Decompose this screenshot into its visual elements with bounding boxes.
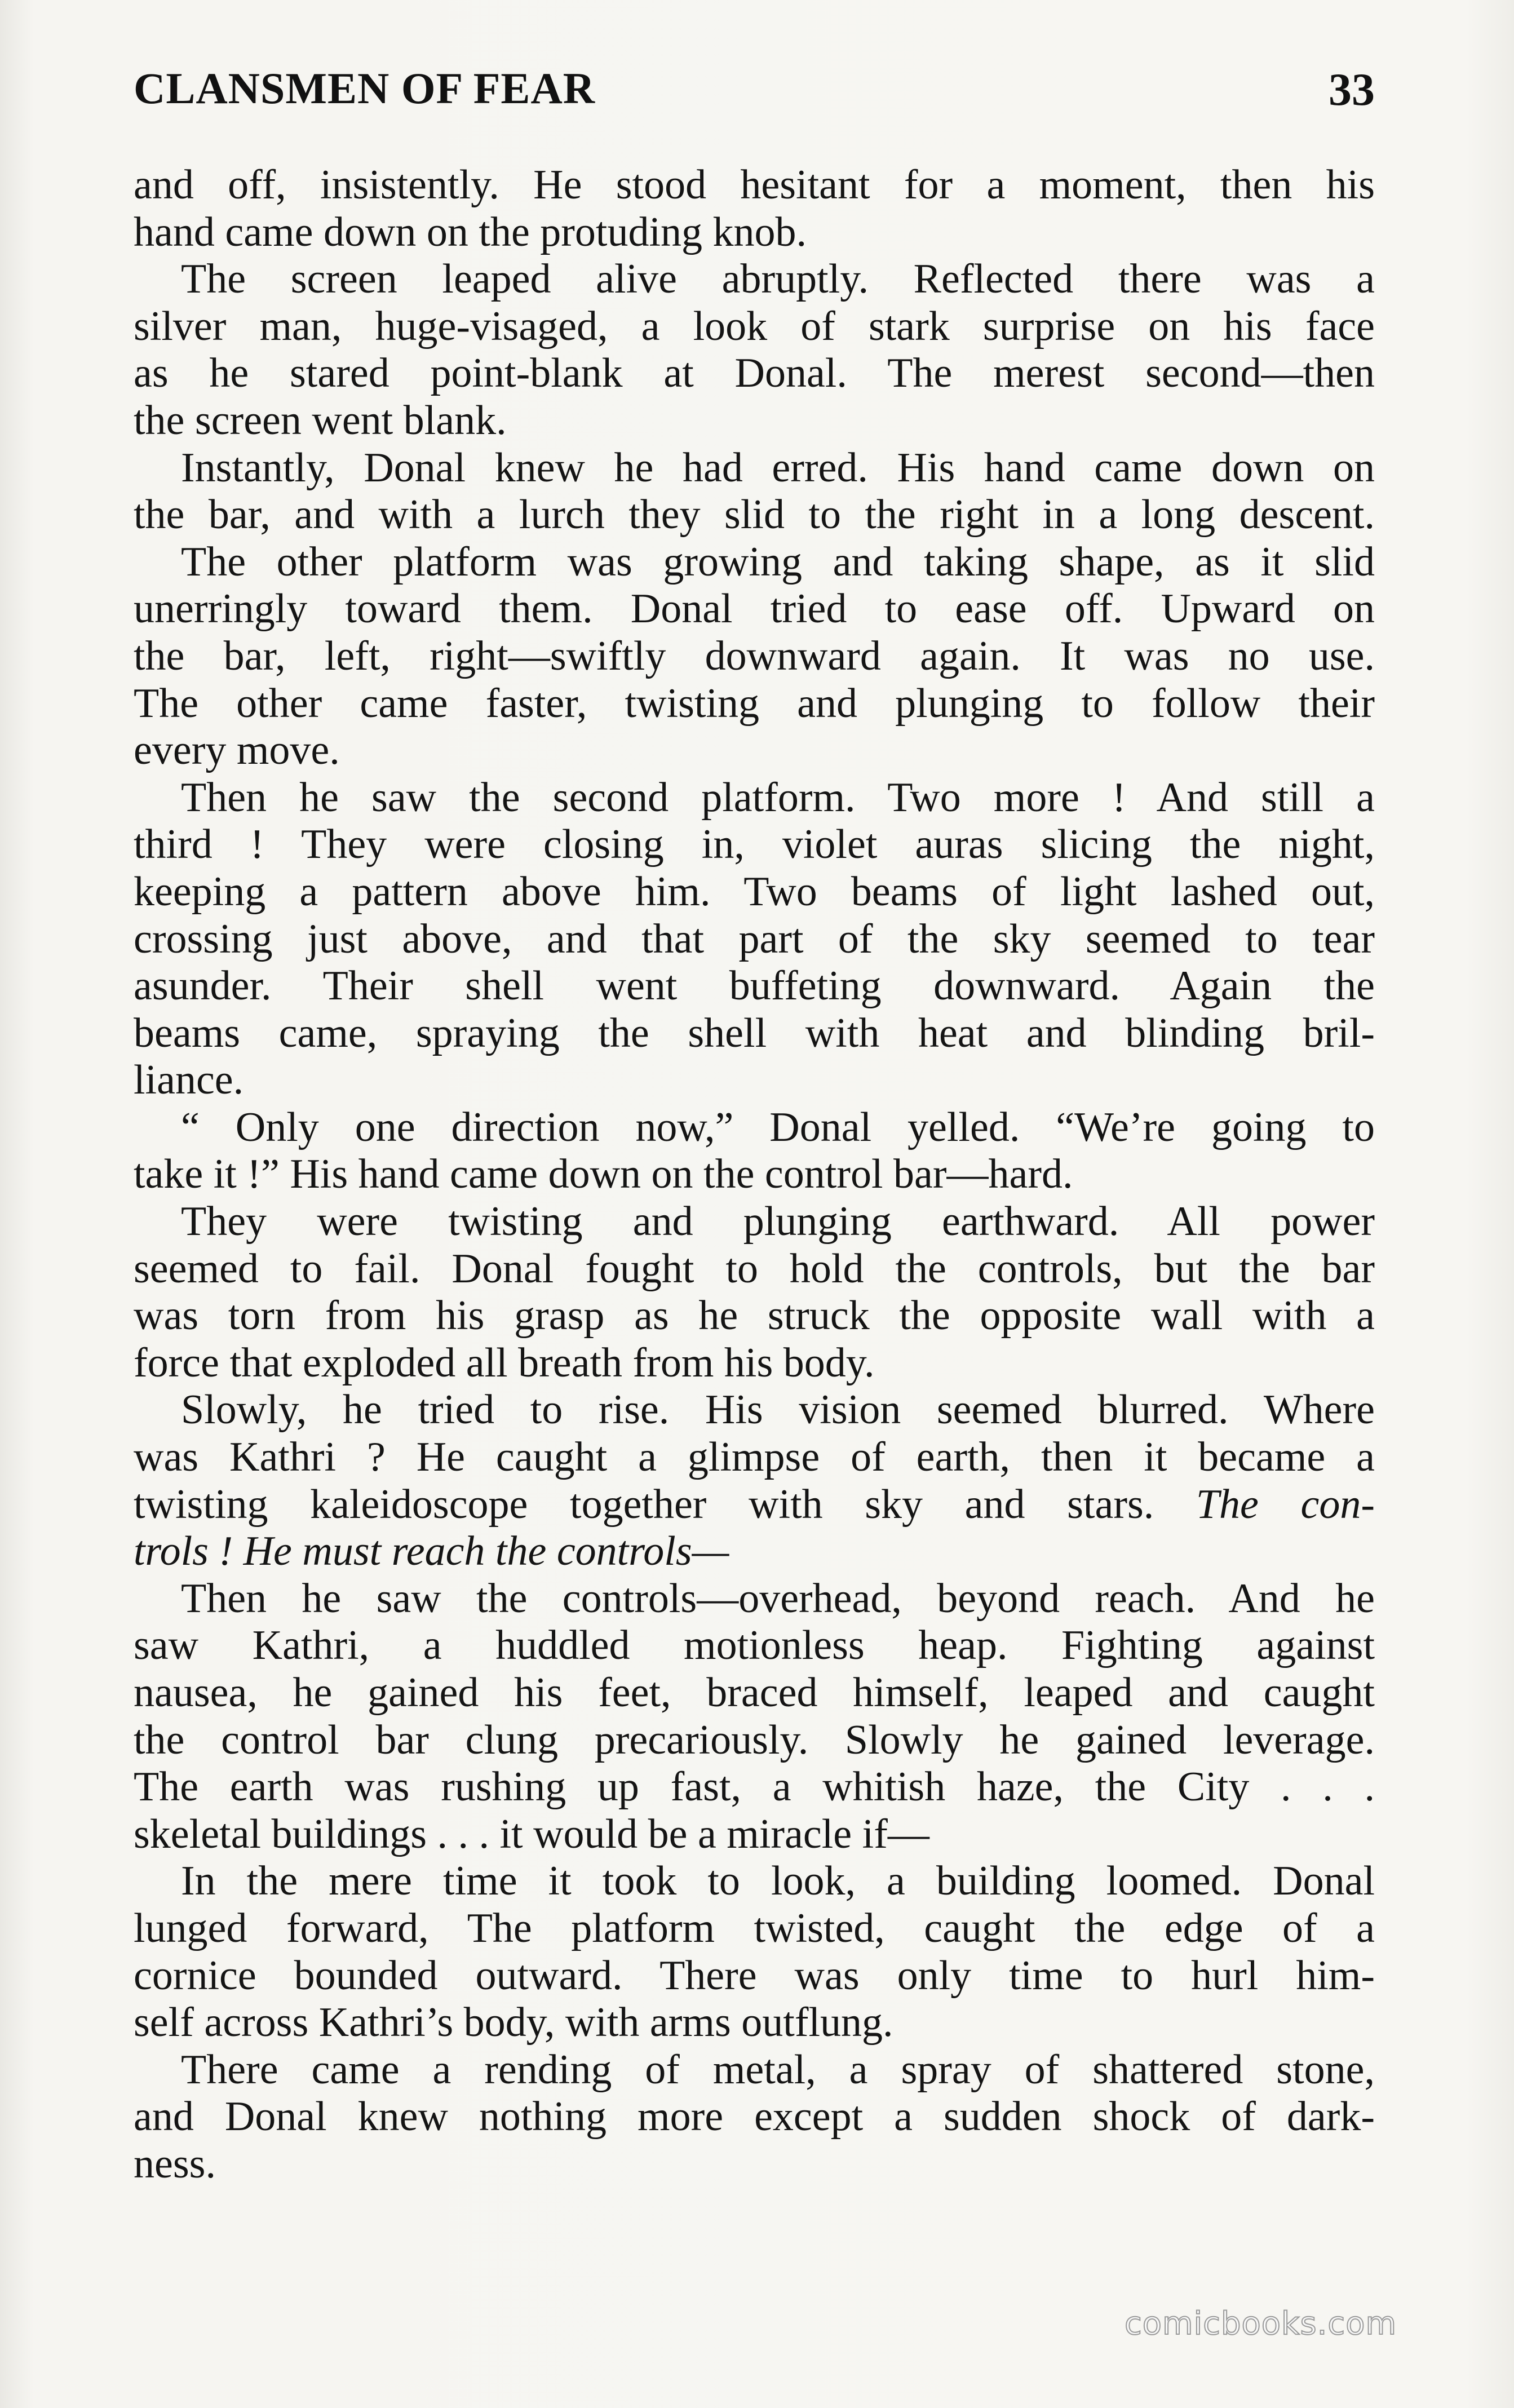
text-line: Then he saw the second platform. Two more ! And still a [181,774,1375,821]
text-line: beams came, spraying the shell with heat and blinding bril- [134,1010,1375,1056]
text-line: saw Kathri, a huddled motionless heap. Fighting against [134,1622,1375,1669]
text-body [134,162,1375,2188]
text-line: the control bar clung precariously. Slowly he gained leverage. [134,1716,1375,1763]
text-line: nausea, he gained his feet, braced himself, leaped and caught [134,1670,1375,1716]
text-run: twisting kaleidoscope together with sky and stars. [134,1481,1154,1528]
text-line: take it !” His hand came down on the control bar—hard. [134,1151,1073,1198]
text-line: crossing just above, and that part of the sky seemed to tear [134,915,1375,962]
text-line: ness. [134,2140,216,2187]
text-line: The earth was rushing up fast, a whitish haze, the City . . . [134,1764,1375,1811]
text-line: the bar, left, right—swiftly downward again. It was no use. [134,632,1375,679]
text-line: The screen leaped alive abruptly. Reflected there was a [181,256,1375,303]
text-line: was Kathri ? He caught a glimpse of earth, then it became a [134,1434,1375,1481]
text-line: Instantly, Donal knew he had erred. His hand came down on [181,444,1375,491]
text-line: Slowly, he tried to rise. His vision seemed blurred. Where [181,1387,1375,1433]
text-line: trols ! He must reach the controls— [134,1528,729,1575]
text-line: and off, insistently. He stood hesitant for a moment, then his [134,162,1375,208]
text-line: liance. [134,1057,244,1104]
running-head [134,63,1375,119]
italic-text-run: The con- [1196,1481,1375,1528]
text-line: asunder. Their shell went buffeting downward. Again the [134,963,1375,1010]
text-line: every move. [134,727,340,774]
text-line: cornice bounded outward. There was only time to hurl him- [134,1952,1375,1999]
text-line: the screen went blank. [134,397,507,444]
text-line: lunged forward, The platform twisted, caught the edge of a [134,1905,1375,1951]
text-line: silver man, huge-visaged, a look of stark surprise on his face [134,303,1375,349]
text-line: The other platform was growing and taking shape, as it slid [181,538,1375,585]
watermark: comicbooks.com [1125,2305,1397,2342]
text-line: In the mere time it took to look, a building loomed. Donal [181,1858,1375,1905]
text-line: third ! They were closing in, violet auras slicing the night, [134,821,1375,868]
text-line: Then he saw the controls—overhead, beyond reach. And he [181,1575,1375,1622]
text-line: was torn from his grasp as he struck the opposite wall with a [134,1292,1375,1339]
text-line: There came a rending of metal, a spray of shattered stone, [181,2046,1375,2093]
text-line: The other came faster, twisting and plunging to follow their [134,680,1375,727]
text-line: and Donal knew nothing more except a sudden shock of dark- [134,2093,1375,2140]
text-line: They were twisting and plunging earthward. All power [181,1198,1375,1245]
text-line: the bar, and with a lurch they slid to the right in a long descent. [134,492,1375,538]
text-line: skeletal buildings . . . it would be a miracle if— [134,1811,929,1857]
text-line: keeping a pattern above him. Two beams of light lashed out, [134,868,1375,915]
text-line-mixed [134,1481,1375,1529]
page-number: 33 [1329,64,1375,115]
text-line: unerringly toward them. Donal tried to ease off. Upward on [134,586,1375,632]
text-line: hand came down on the protuding knob. [134,209,807,255]
text-line: “ Only one direction now,” Donal yelled. “We’re going to [181,1104,1375,1150]
text-line: self across Kathri’s body, with arms outflung. [134,1999,893,2046]
text-line: seemed to fail. Donal fought to hold the controls, but the bar [134,1245,1375,1292]
text-line: force that exploded all breath from his body. [134,1339,875,1386]
text-line: as he stared point-blank at Donal. The merest second—then [134,350,1375,397]
running-title: CLANSMEN OF FEAR [134,64,596,113]
